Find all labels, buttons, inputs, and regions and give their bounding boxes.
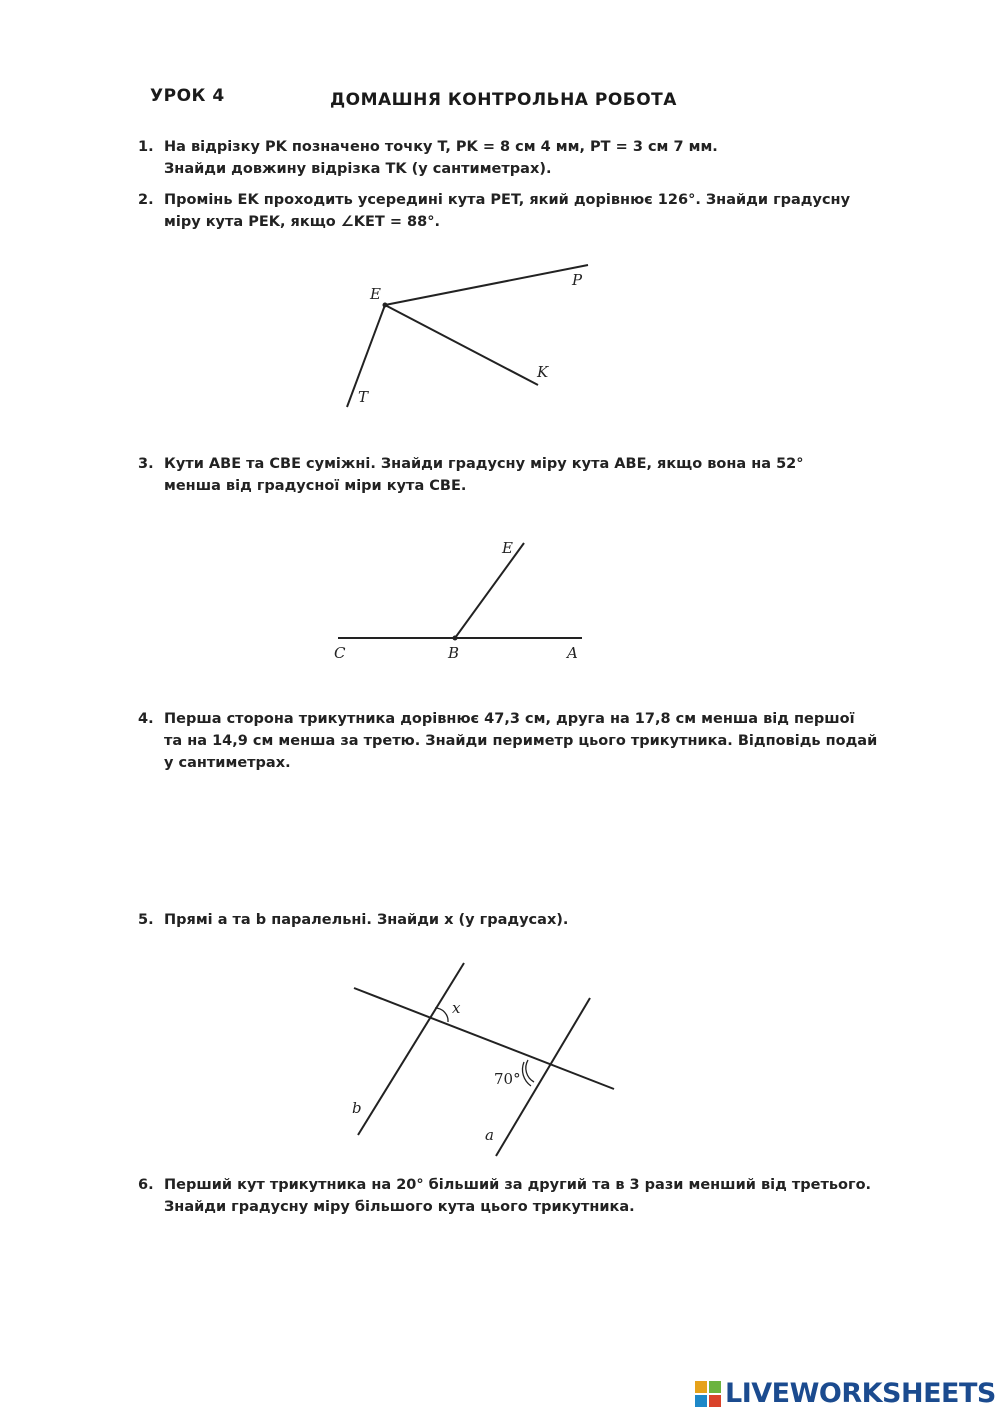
label-c: C	[334, 644, 346, 662]
label-k: K	[537, 363, 549, 381]
label-a-line: a	[485, 1126, 494, 1144]
task-text: Перший кут трикутника на 20° більший за другий та в 3 рази менший від третього.	[164, 1177, 872, 1193]
task-3	[138, 453, 878, 497]
task-text: міру кута PEK, якщо ∠KET = 88°.	[164, 214, 440, 230]
label-p: P	[572, 271, 583, 289]
label-x: x	[452, 999, 461, 1017]
task-number: 4.	[138, 711, 154, 727]
lesson-label: УРОК 4	[150, 86, 225, 106]
logo-text: LIVEWORKSHEETS	[725, 1378, 996, 1409]
task-text: менша від градусної міри кута CBE.	[164, 478, 467, 494]
label-t: T	[358, 388, 369, 406]
label-angle-70: 70°	[494, 1070, 521, 1088]
label-b: B	[448, 644, 460, 662]
task-number: 5.	[138, 912, 154, 928]
task-number: 1.	[138, 139, 154, 155]
task-text: Промінь EK проходить усередині кута PET, який дорівнює 126°. Знайди градусну	[164, 192, 851, 208]
label-b-line: b	[352, 1099, 362, 1117]
task-number: 2.	[138, 192, 154, 208]
liveworksheets-logo	[695, 1376, 995, 1412]
task-text: у сантиметрах.	[164, 755, 291, 771]
task-text: Прямі a та b паралельні. Знайди x (у градусах).	[164, 912, 569, 928]
task-4	[138, 708, 878, 774]
logo-mark-icon	[695, 1381, 721, 1407]
task-text: Кути ABE та CBE суміжні. Знайди градусну міру кута ABE, якщо вона на 52°	[164, 456, 804, 472]
task-text: Знайди довжину відрізка TK (у сантиметрах).	[164, 161, 552, 177]
task-number: 6.	[138, 1177, 154, 1193]
task-text: Перша сторона трикутника дорівнює 47,3 см, друга на 17,8 см менша від першої	[164, 711, 855, 727]
label-a: A	[567, 644, 578, 662]
task-number: 3.	[138, 456, 154, 472]
task-text: та на 14,9 см менша за третю. Знайди периметр цього трикутника. Відповідь подай	[164, 733, 878, 749]
task-5	[138, 909, 878, 931]
task-6	[138, 1174, 878, 1218]
task-text: На відрізку PK позначено точку T, PK = 8 см 4 мм, PT = 3 см 7 мм.	[164, 139, 718, 155]
task-text: Знайди градусну міру більшого кута цього трикутника.	[164, 1199, 635, 1215]
label-e: E	[370, 285, 381, 303]
page-title: ДОМАШНЯ КОНТРОЛЬНА РОБОТА	[330, 90, 677, 110]
label-e: E	[502, 539, 513, 557]
